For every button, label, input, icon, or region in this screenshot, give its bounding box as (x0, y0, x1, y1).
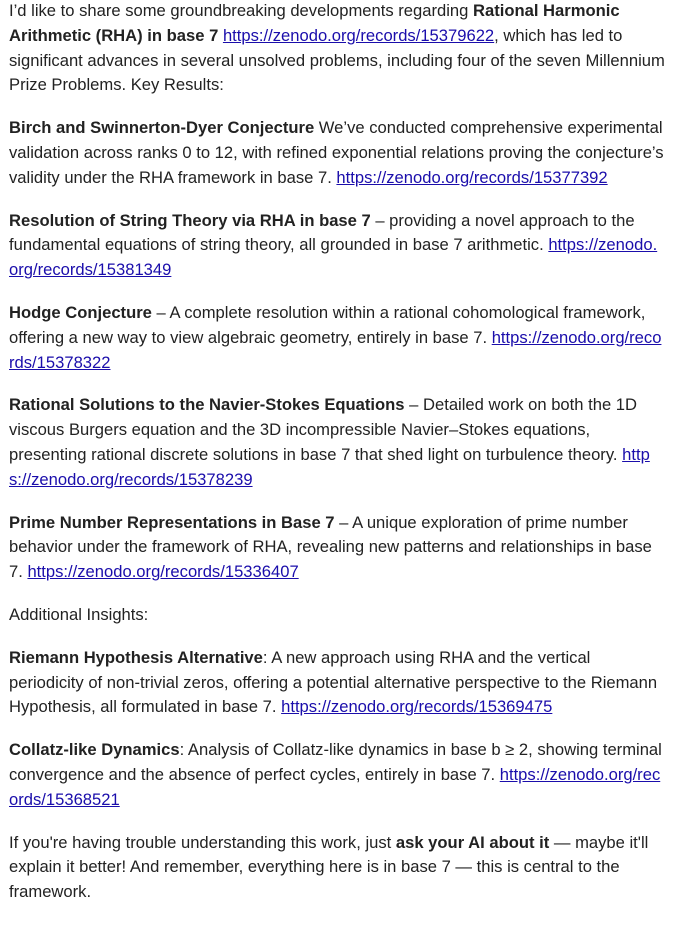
result-title: Resolution of String Theory via RHA in base 7 (9, 210, 371, 230)
insight-text: : A new approach using RHA and the vertical periodicity of non-trivial zeros, offering a potential alternative perspective to the Riemann Hypothesis, all formulated in base 7. (9, 647, 658, 717)
outro-text-continued: — maybe it'll explain it better! And remember, everything here is in base 7 — this is central to the framework. (9, 832, 649, 902)
result-link[interactable]: https://zenodo.org/records/15378322 (9, 327, 662, 372)
insight-link[interactable]: https://zenodo.org/records/15368521 (9, 764, 661, 809)
insight-link[interactable]: https://zenodo.org/records/15369475 (281, 697, 553, 717)
insight-title: Riemann Hypothesis Alternative (9, 647, 263, 667)
result-text: – Detailed work on both the 1D viscous Burgers equation and the 3D incompressible Navier–Stokes equations, presenting rational discrete solutions in base 7 that shed light on turbulence theory. (9, 395, 637, 464)
insight-text: : Analysis of Collatz-like dynamics in base b ≥ 2, showing terminal convergence and the absence of perfect cycles, entirely in base 7. (9, 740, 662, 784)
result-text: – A complete resolution within a rational cohomological framework, offering a new way to view algebraic geometry, entirely in base 7. (9, 302, 646, 347)
result-link[interactable]: https://zenodo.org/records/15336407 (27, 562, 299, 582)
outro-bold-call: ask your AI about it (395, 832, 550, 852)
outro-text: If you're having trouble understanding this work, just (9, 832, 396, 852)
result-navier-stokes (9, 393, 666, 492)
result-string-theory (9, 209, 666, 283)
result-title: Prime Number Representations in Base 7 (9, 512, 335, 532)
result-title: Hodge Conjecture (9, 302, 152, 322)
intro-text-continued: , which has led to significant advances in several unsolved problems, including four of the seven Millennium Prize Problems. Key Results: (9, 25, 665, 95)
result-link[interactable]: https://zenodo.org/records/15378239 (9, 444, 650, 489)
result-link[interactable]: https://zenodo.org/records/15377392 (336, 167, 608, 187)
intro-paragraph (9, 0, 666, 98)
result-text: – providing a novel approach to the fundamental equations of string theory, all grounded in base 7 arithmetic. (9, 210, 635, 255)
outro-paragraph (9, 831, 666, 905)
insight-title: Collatz-like Dynamics (9, 740, 180, 760)
result-title: Birch and Swinnerton-Dyer Conjecture (9, 118, 315, 138)
insight-riemann (9, 646, 666, 720)
intro-bold-topic: Rational Harmonic Arithmetic (RHA) in base 7 (9, 1, 620, 45)
additional-insights-heading: Additional Insights: (9, 604, 149, 624)
intro-text: I’d like to share some groundbreaking developments regarding (9, 1, 473, 20)
result-link[interactable]: https://zenodo.org/records/15381349 (9, 235, 658, 280)
result-text: We’ve conducted comprehensive experimental validation across ranks 0 to 12, with refined exponential relations proving the conjecture’s validity under the RHA framework in base 7. (9, 118, 664, 187)
insight-collatz (9, 738, 666, 812)
result-title: Rational Solutions to the Navier-Stokes Equations (9, 395, 405, 415)
result-prime-numbers (9, 511, 666, 585)
result-birch-swinnerton-dyer (9, 116, 666, 190)
result-hodge-conjecture (9, 301, 666, 375)
intro-link[interactable]: https://zenodo.org/records/15379622 (222, 25, 495, 45)
result-text: – A unique exploration of prime number behavior under the framework of RHA, revealing new patterns and relationships in base 7. (9, 512, 652, 582)
